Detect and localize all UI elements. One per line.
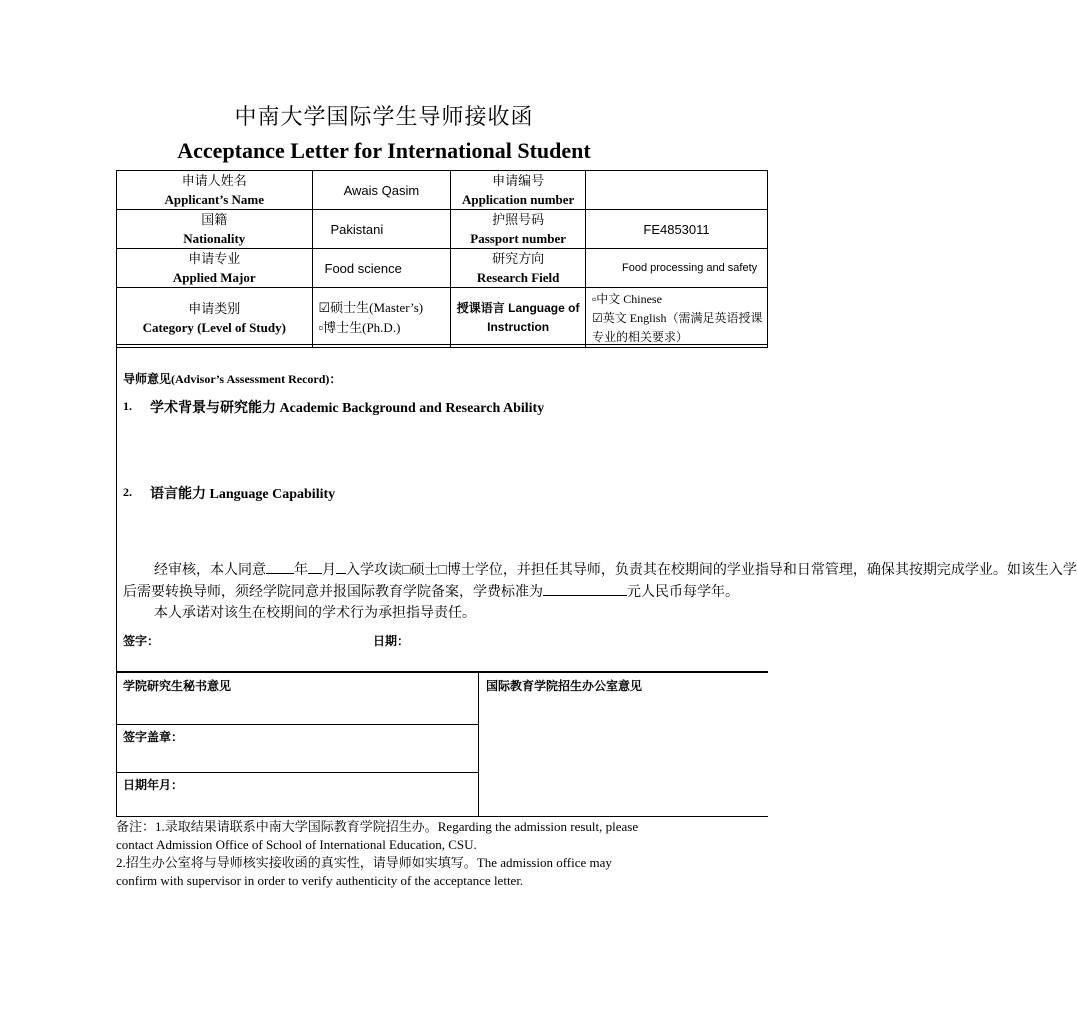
note-1: 备注：1.录取结果请联系中南大学国际教育学院招生办。Regarding the admission result, please contact Admission Office of School of International Education, CSU. [116,819,639,852]
month-blank[interactable] [308,559,322,574]
applicant-name-label: 申请人姓名 Applicant’s Name [117,171,313,210]
intl-office-opinion-label: 国际教育学院招生办公室意见 [486,679,643,693]
notes-section [116,818,656,890]
item1-text: 学术背景与研究能力 Academic Background and Research Ability [150,401,545,416]
tuition-blank[interactable] [543,581,627,596]
language-options [586,288,768,348]
document-title-en: Acceptance Letter for International Student [177,138,591,163]
item2-text: 语言能力 Language Capability [150,487,336,502]
assessment-heading: 导师意见(Advisor’s Assessment Record)： [123,372,342,386]
item1-number: 1. [123,399,132,413]
approval-section [116,672,768,817]
advisor-assessment-box [116,344,1077,672]
language-label: 授课语言 Language of Instruction [451,288,586,348]
category-label: 申请类别 Category (Level of Study) [117,288,313,348]
applied-major-label: 申请专业 Applied Major [117,249,313,288]
applicant-info-table [116,170,768,348]
applicant-name-value: Awais Qasim [312,171,451,210]
document-title-cn: 中南大学国际学生导师接收函 [234,104,534,129]
date-label: 日期： [373,634,410,648]
application-number-value [586,171,768,210]
college-date-label: 日期年月： [123,778,184,792]
research-field-label: 研究方向 Research Field [451,249,586,288]
phd-checkbox[interactable]: ▫博士生(Ph.D.) [318,319,401,335]
signature-label: 签字： [123,634,160,648]
passport-number-label: 护照号码 Passport number [451,210,586,249]
passport-number-value: FE4853011 [586,210,768,249]
acceptance-paragraph: 经审核，本人同意 年 月 入学攻读□硕士□博士学位，并担任其导师，负责其在校期间的学业指导和日常管理，确保其按期完成学业。如该生入学 后需要转换导师，须经学院同意并报国际教育学院备案，学费标准为 元人民币每学年。 本人承诺对该生在校期间的学术行为承担指导责任。 [123,559,769,624]
item2-number: 2. [123,485,132,499]
chinese-checkbox[interactable]: ▫中文 Chinese [592,292,662,306]
applied-major-value: Food science [312,249,451,288]
application-number-label: 申请编号 Application number [451,171,586,210]
college-opinion-label: 学院研究生秘书意见 [123,679,232,693]
commitment-line: 本人承诺对该生在校期间的学术行为承担指导责任。 [154,606,476,621]
nationality-label: 国籍 Nationality [117,210,313,249]
category-options [312,288,451,348]
college-sign-label: 签字盖章： [123,730,184,744]
research-field-value: Food processing and safety [586,249,768,288]
masters-checkbox[interactable]: ☑硕士生(Master’s) [318,299,424,315]
year-blank[interactable] [266,559,294,574]
nationality-value: Pakistani [312,210,451,249]
note-2: 2.招生办公室将与导师核实接收函的真实性，请导师如实填写。The admission office may confirm with supervisor in order to verify authenticity of the acceptance letter. [116,855,612,888]
english-checkbox[interactable]: ☑英文 English（需满足英语授课专业的相关要求） [592,311,763,344]
